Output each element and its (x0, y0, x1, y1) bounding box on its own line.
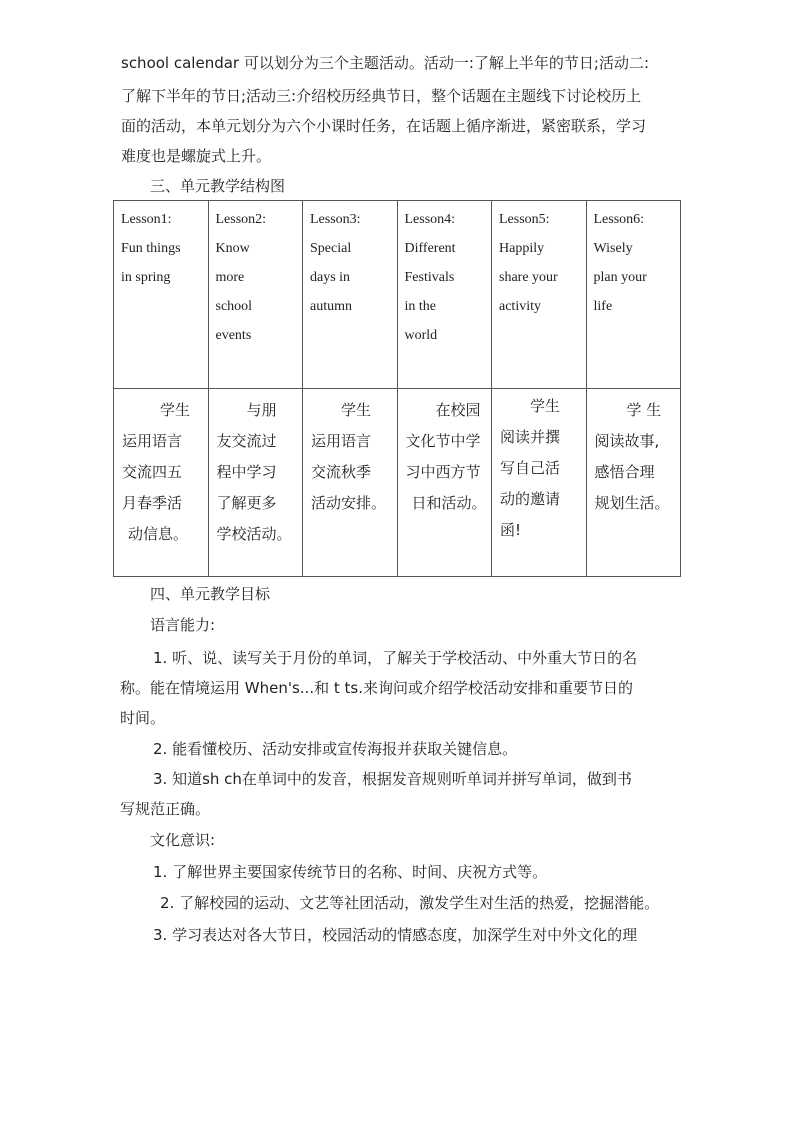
lesson-4-desc-line: 文化节中学 (405, 432, 481, 450)
lesson-4-line: world (404, 328, 438, 343)
lesson-4-line: Different (404, 241, 456, 256)
lesson-2-line: events (215, 328, 252, 343)
lesson-3-cell (303, 201, 398, 389)
lesson-1-desc-line: 交流四五 (122, 463, 183, 481)
lesson-6-cell (586, 201, 681, 389)
section-3-heading: 三、单元教学结构图 (150, 177, 286, 195)
lesson-2-desc-line: 学校活动。 (216, 525, 292, 543)
lesson-4-desc-line: 日和活动。 (411, 494, 487, 512)
lesson-3-desc-line: 学生 (341, 401, 372, 419)
lesson-6-desc-line: 感悟合理 (594, 463, 655, 481)
lesson-2-desc-line: 友交流过 (216, 432, 277, 450)
lesson-6-desc-line: 学 生 (626, 401, 662, 419)
lesson-1-cell (114, 201, 209, 389)
lesson-6-line: Wisely (593, 241, 633, 256)
lesson-5-desc-line: 函! (500, 521, 522, 539)
lesson-2-line: Lesson2: (215, 212, 267, 227)
lesson-1-desc-line: 运用语言 (122, 432, 183, 450)
lesson-1-desc-line: 动信息。 (128, 525, 189, 543)
language-item-line: 称。能在情境运用 When's...和 t ts.来询问或介绍学校活动安排和重要节日的 (120, 679, 633, 697)
lesson-3-desc-cell (303, 389, 398, 577)
culture-awareness-heading: 文化意识: (150, 831, 216, 849)
lesson-6-line: life (593, 299, 613, 314)
culture-item-line: 3. 学习表达对各大节日，校园活动的情感态度，加深学生对中外文化的理 (153, 926, 638, 944)
lesson-5-line: activity (499, 299, 541, 314)
lesson-2-desc-line: 与朋 (246, 401, 277, 419)
lesson-5-line: Happily (499, 241, 545, 256)
lesson-3-line: Special (310, 241, 352, 256)
language-item-line: 时间。 (120, 709, 166, 727)
lesson-4-line: Lesson4: (404, 212, 456, 227)
lesson-1-line: in spring (121, 270, 171, 285)
lesson-4-cell (397, 201, 492, 389)
lesson-2-line: school (215, 299, 253, 314)
language-item-line: 3. 知道sh ch在单词中的发音，根据发音规则听单词并拼写单词，做到书 (153, 770, 632, 788)
lesson-5-cell (492, 201, 587, 389)
language-item-line: 1. 听、说、读写关于月份的单词，了解关于学校活动、中外重大节日的名 (153, 649, 638, 667)
intro-line-1: school calendar 可以划分为三个主题活动。活动一:了解上半年的节日;活动二: (121, 54, 650, 72)
lesson-6-line: Lesson6: (593, 212, 645, 227)
lesson-title-row (114, 201, 681, 389)
lesson-4-line: in the (404, 299, 436, 314)
lesson-5-desc-line: 阅读并撰 (500, 428, 561, 446)
lesson-2-desc-line: 程中学习 (216, 463, 277, 481)
language-item-line: 写规范正确。 (120, 800, 211, 818)
section-4-heading: 四、单元教学目标 (150, 585, 271, 603)
lesson-5-desc-cell (492, 389, 587, 577)
lesson-5-desc-line: 动的邀请 (500, 490, 561, 508)
culture-item-line: 1. 了解世界主要国家传统节日的名称、时间、庆祝方式等。 (153, 863, 548, 881)
lesson-4-desc-line: 在校园 (435, 401, 481, 419)
intro-line-3: 面的活动，本单元划分为六个小课时任务，在话题上循序渐进，紧密联系，学习 (121, 117, 647, 135)
lesson-5-line: share your (499, 270, 558, 285)
lesson-1-line: Fun things (121, 241, 181, 256)
culture-item-line: 2. 了解校园的运动、文艺等社团活动，激发学生对生活的热爱，挖掘潜能。 (160, 894, 660, 912)
language-item-line: 2. 能看懂校历、活动安排或宣传海报并获取关键信息。 (153, 740, 518, 758)
lesson-2-cell (208, 201, 303, 389)
lesson-1-desc-line: 月春季活 (122, 494, 183, 512)
lesson-description-row (114, 389, 681, 577)
language-ability-heading: 语言能力: (150, 616, 216, 634)
lesson-5-desc-line: 写自己活 (500, 459, 561, 477)
lesson-5-line: Lesson5: (499, 212, 550, 227)
lesson-6-line: plan your (593, 270, 647, 285)
lesson-6-desc-line: 阅读故事, (594, 432, 660, 450)
lesson-2-desc-line: 了解更多 (216, 494, 277, 512)
lesson-1-desc-cell (114, 389, 209, 577)
lesson-3-desc-line: 活动安排。 (311, 494, 387, 512)
lesson-3-line: days in (310, 270, 351, 285)
lesson-4-line: Festivals (404, 270, 455, 285)
lesson-2-desc-cell (208, 389, 303, 577)
lesson-4-desc-line: 习中西方节 (405, 463, 481, 481)
lesson-3-desc-line: 运用语言 (311, 432, 372, 450)
lesson-5-desc-line: 学生 (530, 397, 561, 415)
intro-line-2: 了解下半年的节日;活动三:介绍校历经典节日，整个话题在主题线下讨论校历上 (121, 87, 642, 105)
lesson-6-desc-cell (586, 389, 681, 577)
lesson-3-line: autumn (310, 299, 352, 314)
lesson-2-line: more (215, 270, 245, 285)
lesson-3-desc-line: 交流秋季 (311, 463, 372, 481)
lesson-1-line: Lesson1: (121, 212, 172, 227)
lesson-3-line: Lesson3: (310, 212, 361, 227)
lesson-6-desc-line: 规划生活。 (594, 494, 670, 512)
intro-line-4: 难度也是螺旋式上升。 (121, 147, 272, 165)
unit-structure-table (113, 200, 681, 577)
lesson-4-desc-cell (397, 389, 492, 577)
lesson-1-desc-line: 学生 (160, 401, 191, 419)
lesson-2-line: Know (215, 241, 250, 256)
